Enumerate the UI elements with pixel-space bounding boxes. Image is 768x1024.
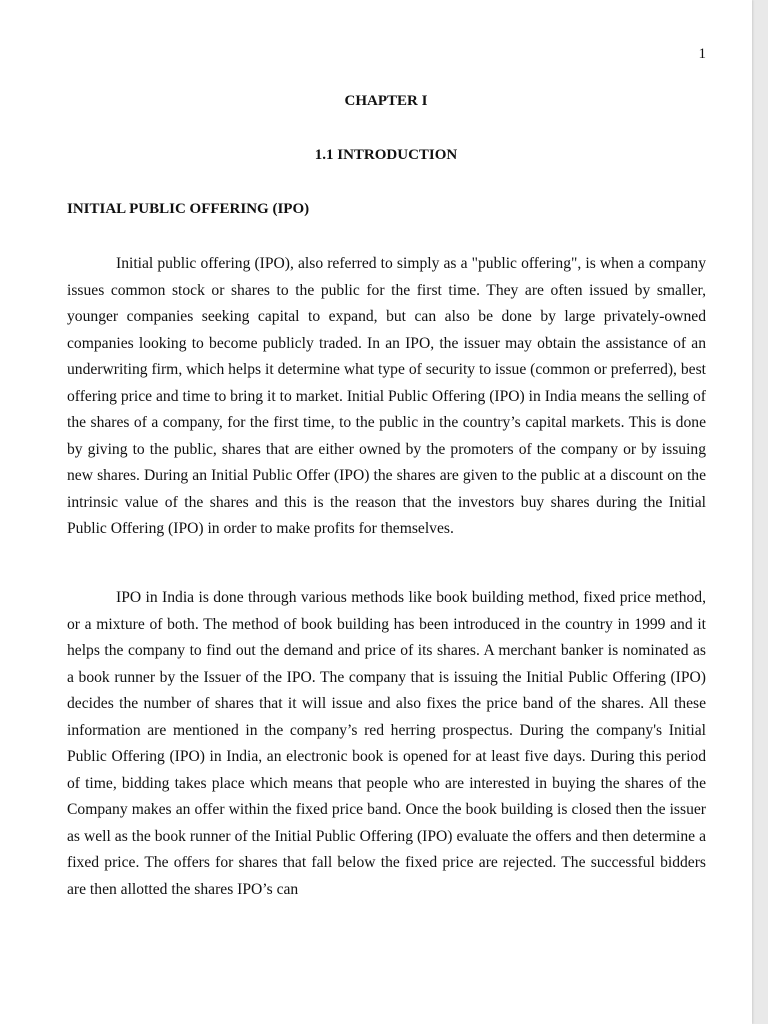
paragraph-ipo-methods: IPO in India is done through various methods like book building method, fixed price method, or a mixture of both. The method of book building has been introduced in the country in 1999 and it helps the company to find out the demand and price of its shares. A merchant banker is nominated as a book runner by the Issuer of the IPO. The company that is issuing the Initial Public Offering (IPO) decides the number of shares that it will issue and also fixes the price band of the shares. All these information are mentioned in the company’s red herring prospectus. During the company's Initial Public Offering (IPO) in India, an electronic book is opened for at least five days. During this period of time, bidding takes place which means that people who are interested in buying the shares of the Company makes an offer within the fixed price band. Once the book building is closed then the issuer as well as the book runner of the Initial Public Offering (IPO) evaluate the offers and then determine a fixed price. The offers for shares that fall below the fixed price are rejected. The successful bidders are then allotted the shares IPO’s can — [67, 589, 706, 898]
section-title: 1.1 INTRODUCTION — [314, 147, 458, 163]
page-number: 1 — [698, 46, 706, 62]
chapter-title: CHAPTER I — [344, 93, 428, 109]
paragraph-ipo-definition: Initial public offering (IPO), also referred to simply as a "public offering", is when a company issues common stock or shares to the public for the first time. They are often issued by smaller, younger companies seeking capital to expand, but can also be done by large privately-owned companies looking to become publicly traded. In an IPO, the issuer may obtain the assistance of an underwriting firm, which helps it determine what type of security to issue (common or preferred), best offering price and time to bring it to market. Initial Public Offering (IPO) in India means the selling of the shares of a company, for the first time, to the public in the country’s capital markets. This is done by giving to the public, shares that are either owned by the promoters of the company or by issuing new shares. During an Initial Public Offer (IPO) the shares are given to the public at a discount on the intrinsic value of the shares and this is the reason that the investors buy shares during the Initial Public Offering (IPO) in order to make profits for themselves. — [67, 255, 706, 537]
subheading: INITIAL PUBLIC OFFERING (IPO) — [67, 201, 310, 217]
